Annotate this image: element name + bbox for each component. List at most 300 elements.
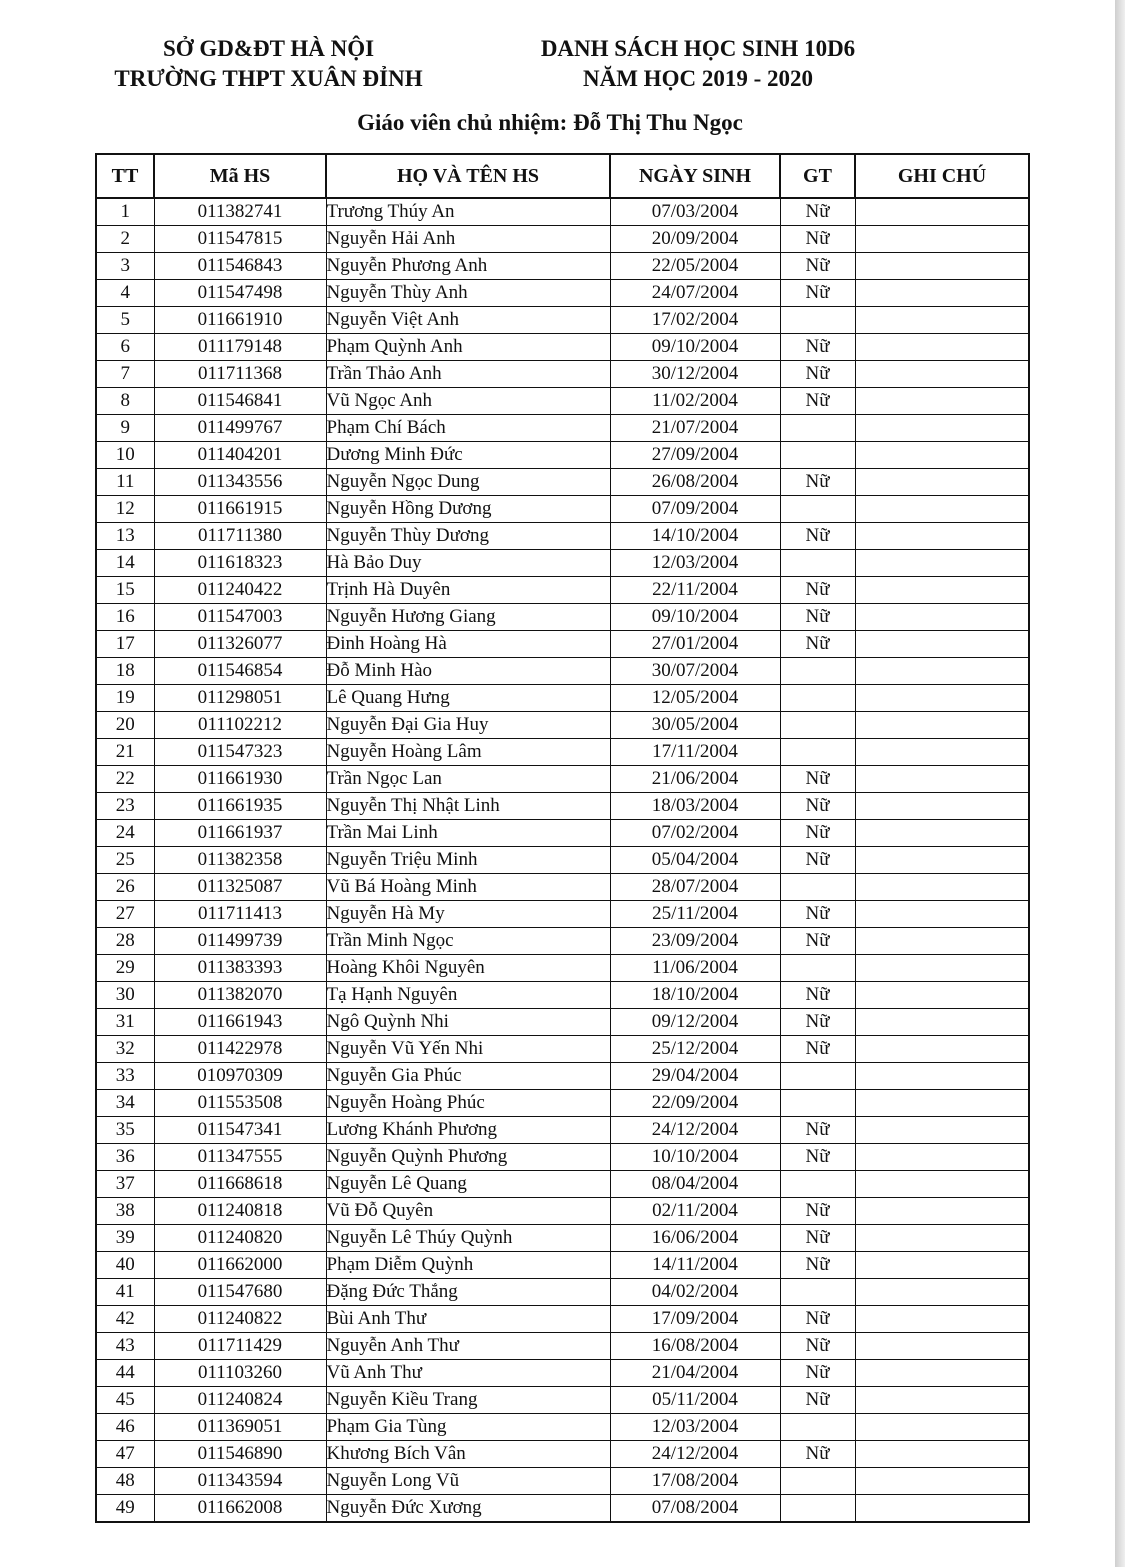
cell-student-code: 011103260	[154, 1360, 326, 1387]
cell-tt: 10	[96, 442, 154, 469]
cell-student-code: 011661935	[154, 793, 326, 820]
cell-full-name: Bùi Anh Thư	[326, 1306, 610, 1333]
column-header-full-name: HỌ VÀ TÊN HS	[326, 154, 610, 198]
cell-note	[855, 361, 1029, 388]
cell-note	[855, 1225, 1029, 1252]
table-row	[96, 604, 1029, 631]
cell-note	[855, 658, 1029, 685]
table-row	[96, 658, 1029, 685]
cell-full-name: Nguyễn Hương Giang	[326, 604, 610, 631]
cell-gender: Nữ	[780, 1198, 855, 1225]
cell-note	[855, 712, 1029, 739]
cell-student-code: 011662000	[154, 1252, 326, 1279]
cell-note	[855, 604, 1029, 631]
cell-full-name: Trương Thúy An	[326, 198, 610, 226]
cell-date-of-birth: 07/09/2004	[610, 496, 780, 523]
cell-date-of-birth: 04/02/2004	[610, 1279, 780, 1306]
cell-student-code: 011499767	[154, 415, 326, 442]
cell-full-name: Nguyễn Hồng Dương	[326, 496, 610, 523]
cell-note	[855, 1144, 1029, 1171]
cell-note	[855, 793, 1029, 820]
cell-note	[855, 1117, 1029, 1144]
table-row	[96, 442, 1029, 469]
cell-full-name: Phạm Gia Tùng	[326, 1414, 610, 1441]
cell-date-of-birth: 21/04/2004	[610, 1360, 780, 1387]
table-row	[96, 1360, 1029, 1387]
cell-date-of-birth: 18/03/2004	[610, 793, 780, 820]
cell-student-code: 011382741	[154, 198, 326, 226]
table-row	[96, 1225, 1029, 1252]
cell-tt: 21	[96, 739, 154, 766]
cell-gender: Nữ	[780, 1144, 855, 1171]
cell-date-of-birth: 22/09/2004	[610, 1090, 780, 1117]
cell-full-name: Lương Khánh Phương	[326, 1117, 610, 1144]
cell-date-of-birth: 24/07/2004	[610, 280, 780, 307]
cell-date-of-birth: 08/04/2004	[610, 1171, 780, 1198]
table-row	[96, 793, 1029, 820]
cell-note	[855, 928, 1029, 955]
cell-gender: Nữ	[780, 793, 855, 820]
cell-gender: Nữ	[780, 1117, 855, 1144]
cell-note	[855, 739, 1029, 766]
cell-tt: 5	[96, 307, 154, 334]
cell-full-name: Nguyễn Thùy Dương	[326, 523, 610, 550]
cell-note	[855, 874, 1029, 901]
table-row	[96, 1306, 1029, 1333]
table-row	[96, 1198, 1029, 1225]
cell-tt: 34	[96, 1090, 154, 1117]
cell-tt: 37	[96, 1171, 154, 1198]
cell-gender	[780, 685, 855, 712]
cell-full-name: Phạm Diễm Quỳnh	[326, 1252, 610, 1279]
cell-tt: 44	[96, 1360, 154, 1387]
cell-date-of-birth: 14/11/2004	[610, 1252, 780, 1279]
table-row	[96, 1468, 1029, 1495]
cell-gender	[780, 874, 855, 901]
cell-student-code: 011711380	[154, 523, 326, 550]
cell-gender	[780, 955, 855, 982]
cell-date-of-birth: 30/07/2004	[610, 658, 780, 685]
cell-date-of-birth: 12/03/2004	[610, 1414, 780, 1441]
department-name: SỞ GD&ĐT HÀ NỘI	[162, 36, 375, 61]
cell-date-of-birth: 05/04/2004	[610, 847, 780, 874]
school-year: NĂM HỌC 2019 - 2020	[583, 66, 813, 91]
cell-note	[855, 577, 1029, 604]
cell-full-name: Trần Thảo Anh	[326, 361, 610, 388]
cell-student-code: 011240422	[154, 577, 326, 604]
cell-full-name: Hà Bảo Duy	[326, 550, 610, 577]
cell-gender	[780, 307, 855, 334]
table-row	[96, 1171, 1029, 1198]
cell-full-name: Phạm Quỳnh Anh	[326, 334, 610, 361]
cell-note	[855, 280, 1029, 307]
cell-date-of-birth: 05/11/2004	[610, 1387, 780, 1414]
table-row	[96, 766, 1029, 793]
cell-gender: Nữ	[780, 1441, 855, 1468]
cell-full-name: Phạm Chí Bách	[326, 415, 610, 442]
cell-full-name: Nguyễn Thùy Anh	[326, 280, 610, 307]
cell-student-code: 011546890	[154, 1441, 326, 1468]
cell-gender	[780, 1468, 855, 1495]
cell-student-code: 011326077	[154, 631, 326, 658]
cell-full-name: Nguyễn Phương Anh	[326, 253, 610, 280]
table-row	[96, 1441, 1029, 1468]
cell-full-name: Trần Mai Linh	[326, 820, 610, 847]
cell-full-name: Nguyễn Thị Nhật Linh	[326, 793, 610, 820]
cell-gender: Nữ	[780, 1225, 855, 1252]
cell-date-of-birth: 10/10/2004	[610, 1144, 780, 1171]
cell-gender: Nữ	[780, 469, 855, 496]
cell-tt: 31	[96, 1009, 154, 1036]
cell-tt: 42	[96, 1306, 154, 1333]
cell-date-of-birth: 20/09/2004	[610, 226, 780, 253]
cell-full-name: Vũ Đỗ Quyên	[326, 1198, 610, 1225]
cell-tt: 8	[96, 388, 154, 415]
table-row	[96, 982, 1029, 1009]
cell-date-of-birth: 07/08/2004	[610, 1495, 780, 1523]
cell-date-of-birth: 16/08/2004	[610, 1333, 780, 1360]
table-row	[96, 307, 1029, 334]
cell-note	[855, 442, 1029, 469]
cell-student-code: 011369051	[154, 1414, 326, 1441]
cell-gender: Nữ	[780, 631, 855, 658]
cell-gender: Nữ	[780, 388, 855, 415]
table-row	[96, 334, 1029, 361]
cell-note	[855, 1171, 1029, 1198]
table-row	[96, 198, 1029, 226]
table-row	[96, 820, 1029, 847]
cell-tt: 4	[96, 280, 154, 307]
cell-date-of-birth: 21/07/2004	[610, 415, 780, 442]
cell-full-name: Nguyễn Hà My	[326, 901, 610, 928]
cell-tt: 2	[96, 226, 154, 253]
cell-note	[855, 1306, 1029, 1333]
table-row	[96, 469, 1029, 496]
cell-gender: Nữ	[780, 1333, 855, 1360]
cell-full-name: Vũ Ngọc Anh	[326, 388, 610, 415]
cell-tt: 20	[96, 712, 154, 739]
cell-full-name: Ngô Quỳnh Nhi	[326, 1009, 610, 1036]
cell-tt: 22	[96, 766, 154, 793]
table-header-row	[96, 154, 1029, 198]
cell-tt: 24	[96, 820, 154, 847]
cell-tt: 29	[96, 955, 154, 982]
cell-tt: 23	[96, 793, 154, 820]
cell-full-name: Khương Bích Vân	[326, 1441, 610, 1468]
cell-student-code: 011347555	[154, 1144, 326, 1171]
cell-note	[855, 469, 1029, 496]
table-row	[96, 901, 1029, 928]
cell-date-of-birth: 29/04/2004	[610, 1063, 780, 1090]
cell-student-code: 011546841	[154, 388, 326, 415]
cell-gender	[780, 1279, 855, 1306]
cell-full-name: Nguyễn Quỳnh Phương	[326, 1144, 610, 1171]
table-row	[96, 1117, 1029, 1144]
cell-tt: 30	[96, 982, 154, 1009]
cell-tt: 18	[96, 658, 154, 685]
column-header-date-of-birth: NGÀY SINH	[610, 154, 780, 198]
cell-student-code: 011240824	[154, 1387, 326, 1414]
cell-gender: Nữ	[780, 226, 855, 253]
table-row	[96, 1495, 1029, 1523]
cell-student-code: 011547323	[154, 739, 326, 766]
cell-date-of-birth: 22/11/2004	[610, 577, 780, 604]
cell-tt: 36	[96, 1144, 154, 1171]
cell-note	[855, 1441, 1029, 1468]
list-header	[498, 34, 898, 94]
cell-date-of-birth: 24/12/2004	[610, 1441, 780, 1468]
cell-full-name: Đặng Đức Thắng	[326, 1279, 610, 1306]
table-row	[96, 253, 1029, 280]
cell-tt: 17	[96, 631, 154, 658]
cell-note	[855, 1414, 1029, 1441]
table-row	[96, 847, 1029, 874]
cell-date-of-birth: 11/06/2004	[610, 955, 780, 982]
cell-tt: 45	[96, 1387, 154, 1414]
cell-tt: 26	[96, 874, 154, 901]
cell-full-name: Nguyễn Kiều Trang	[326, 1387, 610, 1414]
cell-date-of-birth: 09/10/2004	[610, 604, 780, 631]
cell-date-of-birth: 30/05/2004	[610, 712, 780, 739]
cell-tt: 25	[96, 847, 154, 874]
cell-note	[855, 253, 1029, 280]
cell-tt: 33	[96, 1063, 154, 1090]
cell-student-code: 011661937	[154, 820, 326, 847]
cell-gender	[780, 658, 855, 685]
cell-date-of-birth: 07/03/2004	[610, 198, 780, 226]
cell-student-code: 011553508	[154, 1090, 326, 1117]
cell-student-code: 011547341	[154, 1117, 326, 1144]
table-row	[96, 577, 1029, 604]
cell-full-name: Nguyễn Long Vũ	[326, 1468, 610, 1495]
cell-student-code: 011382358	[154, 847, 326, 874]
cell-date-of-birth: 28/07/2004	[610, 874, 780, 901]
cell-student-code: 010970309	[154, 1063, 326, 1090]
cell-full-name: Vũ Anh Thư	[326, 1360, 610, 1387]
table-row	[96, 523, 1029, 550]
cell-note	[855, 1360, 1029, 1387]
cell-tt: 12	[96, 496, 154, 523]
cell-tt: 6	[96, 334, 154, 361]
cell-date-of-birth: 23/09/2004	[610, 928, 780, 955]
cell-student-code: 011618323	[154, 550, 326, 577]
cell-full-name: Nguyễn Anh Thư	[326, 1333, 610, 1360]
cell-tt: 9	[96, 415, 154, 442]
cell-student-code: 011662008	[154, 1495, 326, 1523]
table-row	[96, 1387, 1029, 1414]
cell-student-code: 011240820	[154, 1225, 326, 1252]
cell-tt: 46	[96, 1414, 154, 1441]
cell-gender: Nữ	[780, 982, 855, 1009]
cell-date-of-birth: 26/08/2004	[610, 469, 780, 496]
cell-date-of-birth: 09/12/2004	[610, 1009, 780, 1036]
cell-full-name: Trịnh Hà Duyên	[326, 577, 610, 604]
cell-gender	[780, 739, 855, 766]
cell-date-of-birth: 14/10/2004	[610, 523, 780, 550]
cell-full-name: Nguyễn Việt Anh	[326, 307, 610, 334]
table-row	[96, 280, 1029, 307]
column-header-tt: TT	[96, 154, 154, 198]
cell-note	[855, 1333, 1029, 1360]
cell-note	[855, 388, 1029, 415]
cell-date-of-birth: 02/11/2004	[610, 1198, 780, 1225]
cell-student-code: 011547003	[154, 604, 326, 631]
cell-gender: Nữ	[780, 1009, 855, 1036]
cell-note	[855, 307, 1029, 334]
cell-full-name: Nguyễn Lê Quang	[326, 1171, 610, 1198]
cell-full-name: Đỗ Minh Hào	[326, 658, 610, 685]
cell-student-code: 011499739	[154, 928, 326, 955]
cell-full-name: Lê Quang Hưng	[326, 685, 610, 712]
cell-gender	[780, 1495, 855, 1523]
cell-date-of-birth: 18/10/2004	[610, 982, 780, 1009]
cell-full-name: Vũ Bá Hoàng Minh	[326, 874, 610, 901]
cell-note	[855, 847, 1029, 874]
cell-gender: Nữ	[780, 523, 855, 550]
table-row	[96, 712, 1029, 739]
cell-student-code: 011711368	[154, 361, 326, 388]
cell-student-code: 011711413	[154, 901, 326, 928]
cell-note	[855, 1387, 1029, 1414]
cell-note	[855, 631, 1029, 658]
cell-student-code: 011711429	[154, 1333, 326, 1360]
cell-student-code: 011382070	[154, 982, 326, 1009]
cell-date-of-birth: 16/06/2004	[610, 1225, 780, 1252]
cell-tt: 7	[96, 361, 154, 388]
cell-full-name: Trần Minh Ngọc	[326, 928, 610, 955]
cell-gender: Nữ	[780, 1036, 855, 1063]
cell-full-name: Đinh Hoàng Hà	[326, 631, 610, 658]
table-row	[96, 226, 1029, 253]
cell-gender: Nữ	[780, 334, 855, 361]
cell-student-code: 011547680	[154, 1279, 326, 1306]
cell-gender	[780, 1171, 855, 1198]
homeroom-teacher: Giáo viên chủ nhiệm: Đỗ Thị Thu Ngọc	[357, 110, 743, 135]
cell-note	[855, 1279, 1029, 1306]
table-row	[96, 1333, 1029, 1360]
cell-student-code: 011102212	[154, 712, 326, 739]
cell-full-name: Nguyễn Hải Anh	[326, 226, 610, 253]
cell-note	[855, 1090, 1029, 1117]
cell-note	[855, 1198, 1029, 1225]
cell-note	[855, 1495, 1029, 1523]
cell-gender: Nữ	[780, 1252, 855, 1279]
cell-gender: Nữ	[780, 604, 855, 631]
cell-tt: 28	[96, 928, 154, 955]
cell-gender: Nữ	[780, 766, 855, 793]
cell-date-of-birth: 12/05/2004	[610, 685, 780, 712]
cell-student-code: 011547498	[154, 280, 326, 307]
cell-date-of-birth: 24/12/2004	[610, 1117, 780, 1144]
cell-date-of-birth: 17/11/2004	[610, 739, 780, 766]
table-row	[96, 874, 1029, 901]
table-row	[96, 1144, 1029, 1171]
cell-date-of-birth: 17/02/2004	[610, 307, 780, 334]
cell-gender	[780, 1063, 855, 1090]
cell-tt: 43	[96, 1333, 154, 1360]
cell-student-code: 011422978	[154, 1036, 326, 1063]
cell-student-code: 011661910	[154, 307, 326, 334]
cell-student-code: 011404201	[154, 442, 326, 469]
cell-gender: Nữ	[780, 198, 855, 226]
cell-note	[855, 685, 1029, 712]
cell-student-code: 011547815	[154, 226, 326, 253]
school-name: TRƯỜNG THPT XUÂN ĐỈNH	[114, 66, 423, 91]
cell-gender	[780, 442, 855, 469]
cell-tt: 13	[96, 523, 154, 550]
cell-gender: Nữ	[780, 1387, 855, 1414]
cell-note	[855, 415, 1029, 442]
cell-student-code: 011240818	[154, 1198, 326, 1225]
cell-note	[855, 334, 1029, 361]
cell-date-of-birth: 25/11/2004	[610, 901, 780, 928]
school-header	[96, 34, 441, 94]
cell-full-name: Trần Ngọc Lan	[326, 766, 610, 793]
cell-note	[855, 820, 1029, 847]
cell-student-code: 011668618	[154, 1171, 326, 1198]
cell-tt: 49	[96, 1495, 154, 1523]
cell-gender: Nữ	[780, 253, 855, 280]
cell-full-name: Dương Minh Đức	[326, 442, 610, 469]
cell-tt: 16	[96, 604, 154, 631]
page-edge-shadow	[1115, 0, 1125, 1567]
cell-gender	[780, 1090, 855, 1117]
cell-student-code: 011325087	[154, 874, 326, 901]
cell-gender: Nữ	[780, 1306, 855, 1333]
list-title: DANH SÁCH HỌC SINH 10D6	[540, 36, 856, 61]
table-row	[96, 1009, 1029, 1036]
cell-full-name: Nguyễn Hoàng Lâm	[326, 739, 610, 766]
cell-student-code: 011661943	[154, 1009, 326, 1036]
cell-student-code: 011298051	[154, 685, 326, 712]
cell-tt: 40	[96, 1252, 154, 1279]
cell-note	[855, 1009, 1029, 1036]
table-row	[96, 1252, 1029, 1279]
cell-gender: Nữ	[780, 928, 855, 955]
cell-note	[855, 550, 1029, 577]
cell-date-of-birth: 11/02/2004	[610, 388, 780, 415]
cell-full-name: Hoàng Khôi Nguyên	[326, 955, 610, 982]
cell-tt: 11	[96, 469, 154, 496]
table-row	[96, 1036, 1029, 1063]
table-row	[96, 1414, 1029, 1441]
table-row	[96, 739, 1029, 766]
cell-gender	[780, 712, 855, 739]
cell-tt: 19	[96, 685, 154, 712]
cell-student-code: 011240822	[154, 1306, 326, 1333]
table-row	[96, 361, 1029, 388]
cell-student-code: 011661915	[154, 496, 326, 523]
cell-note	[855, 1252, 1029, 1279]
cell-full-name: Nguyễn Đức Xương	[326, 1495, 610, 1523]
cell-gender: Nữ	[780, 847, 855, 874]
cell-gender: Nữ	[780, 901, 855, 928]
cell-gender: Nữ	[780, 820, 855, 847]
cell-student-code: 011383393	[154, 955, 326, 982]
cell-full-name: Nguyễn Ngọc Dung	[326, 469, 610, 496]
table-row	[96, 388, 1029, 415]
cell-date-of-birth: 25/12/2004	[610, 1036, 780, 1063]
cell-note	[855, 1468, 1029, 1495]
column-header-gender: GT	[780, 154, 855, 198]
cell-tt: 15	[96, 577, 154, 604]
cell-date-of-birth: 12/03/2004	[610, 550, 780, 577]
table-row	[96, 928, 1029, 955]
table-row	[96, 1063, 1029, 1090]
cell-date-of-birth: 17/09/2004	[610, 1306, 780, 1333]
cell-tt: 47	[96, 1441, 154, 1468]
cell-gender: Nữ	[780, 1360, 855, 1387]
